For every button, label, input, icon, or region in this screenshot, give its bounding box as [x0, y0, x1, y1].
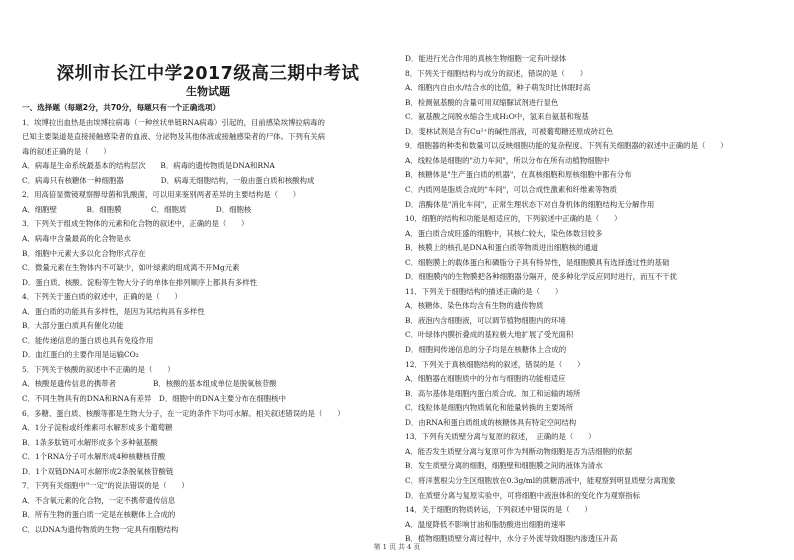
- left-text-line: 3．下列关于组成生物体的元素和化合物的叙述中，正确的是（ ）: [22, 219, 249, 229]
- left-text-line: A．病毒中含量最高的化合物是水: [22, 233, 131, 243]
- left-text-line: 4．下列关于蛋白质的叙述中，正确的是（ ）: [22, 292, 182, 302]
- right-text-line: B．植物细胞质壁分离过程中，水分子外流导致细胞内渗透压升高: [405, 534, 618, 544]
- right-text-line: C．将洋葱根尖分生区细胞放在0.3g/ml的蔗糖溶液中，能观察到明显质壁分离现象: [405, 475, 676, 485]
- right-text-line: 11．下列关于细胞结构的描述正确的是（ ）: [405, 286, 563, 296]
- right-text-line: C．内质网是脂质合成的"车间"，可以合成性激素和纤维素等物质: [405, 184, 618, 194]
- right-text-line: A．细胞器在细胞质中的分布与细胞的功能相适应: [405, 374, 566, 384]
- right-text-line: A．温度降低不影响甘油和脂肪酸进出细胞的速率: [405, 519, 566, 529]
- right-text-line: D．细胞膜内的生物膜把各种细胞器分隔开，使多种化学反应同时进行，而互不干扰: [405, 272, 677, 282]
- left-text-line: 已知主要渠道是直接接触感染者的血液、分泌物及其他体液或接触感染者的尸体。下列有关病: [22, 132, 326, 142]
- right-text-line: B．发生质壁分离的细胞，细胞壁和细胞膜之间的液体为清水: [405, 461, 603, 471]
- right-text-line: D．能进行光合作用的真核生物细胞一定有叶绿体: [405, 54, 567, 63]
- exam-subtitle: 生物试题: [186, 85, 230, 98]
- right-text-line: 13．下列有关质壁分离与复原的叙述， 正确的是（ ）: [405, 432, 596, 442]
- left-text-line: A．1分子淀粉或纤维素可水解形成多个葡萄糖: [22, 423, 173, 433]
- right-text-line: B．核膜上的核孔是DNA和蛋白质等物质进出细胞核的通道: [405, 243, 599, 253]
- left-text-line: A．不含氧元素的化合物，一定不携带遗传信息: [22, 495, 176, 505]
- left-text-line: C．病毒只有核糖体一种细胞器 D．病毒无细胞结构，一般由蛋白质和核酸构成: [22, 175, 315, 185]
- left-text-line: A．蛋白质的功能具有多样性，是因为其结构具有多样性: [22, 306, 205, 316]
- right-text-line: 10．细胞的结构和功能是相适应的，下列叙述中正确的是（ ）: [405, 214, 622, 224]
- left-text-line: C．微量元素在生物体内不可缺少，如叶绿素的组成离不开Mg元素: [22, 263, 240, 273]
- right-text-line: C．氨基酸之间脱水缩合生成H₂O中，氢来自氨基和羧基: [405, 112, 589, 122]
- right-text-line: C．线粒体是细胞内物质氧化和能量转换的主要场所: [405, 403, 574, 413]
- left-text-line: B．细胞中元素大多以化合物形式存在: [22, 248, 146, 258]
- right-text-line: 9．细胞器的种类和数量可以反映细胞功能的复杂程度。下列有关细胞器的叙述中正确的是（ ）: [405, 141, 728, 151]
- left-text-line: 7．下列有关细胞中"一定"的说法错误的是（ ）: [22, 481, 189, 491]
- right-text-line: B．液泡内含细胞液，可以调节植物细胞内的环境: [405, 315, 566, 325]
- left-text-line: 毒的叙述正确的是（ ）: [22, 146, 111, 156]
- right-text-line: A．核糖体、染色体均含有生物的遗传物质: [405, 301, 544, 311]
- right-text-line: C．细胞膜上的载体蛋白和磷脂分子具有特异性，是细胞膜具有选择透过性的基础: [405, 257, 670, 267]
- left-text-line: A．病毒是生命系统最基本的结构层次 B．病毒的遗传物质是DNA和RNA: [22, 161, 275, 171]
- right-text-line: D．斐林试剂是含有Cu²⁺的碱性溶液，可被葡萄糖还原成砖红色: [405, 126, 613, 136]
- left-text-line: C．不同生物具有的DNA和RNA有差异 D．细胞中的DNA主要分布在细胞核中: [22, 394, 286, 403]
- right-text-line: A．能否发生质壁分离与复原可作为判断动物细胞是否为活细胞的依据: [405, 446, 633, 456]
- left-text-line: 6．多糖、蛋白质、核酸等都是生物大分子，在一定的条件下均可水解。相关叙述错误的是（ ）: [22, 408, 345, 418]
- right-text-line: D．由RNA和蛋白质组成的核糖体具有特定空间结构: [405, 417, 577, 427]
- left-text-line: 1．埃博拉出血热是由埃博拉病毒（一种丝状单链RNA病毒）引起的，目前感染埃博拉病毒的: [22, 117, 325, 127]
- right-text-line: D．在质壁分离与复原实验中，可将细胞中液泡体积的变化作为观察指标: [405, 490, 641, 500]
- exam-title: 深圳市长江中学2017级高三期中考试: [56, 64, 360, 84]
- page-number: 第 1 页 共 4 页: [373, 543, 421, 551]
- left-text-line: A．核酸是遗传信息的携带者 B．核酸的基本组成单位是脱氧核苷酸: [22, 379, 277, 389]
- right-text-line: A．蛋白质合成旺盛的细胞中，其核仁较大，染色体数目较多: [405, 228, 603, 238]
- left-text-line: B．1条多肽链可水解形成多个多种氨基酸: [22, 437, 158, 447]
- left-text-line: 2．用高倍显微镜观察醇母菌和乳酸菌，可以用来鉴别两者差异的主要结构是（ ）: [22, 190, 301, 200]
- right-text-line: B．检测氨基酸的含量可用双缩脲试剂进行显色: [405, 97, 559, 107]
- left-text-line: D．血红蛋白的主要作用是运输CO₂: [22, 350, 139, 360]
- left-text-line: B．大部分蛋白质具有催化功能: [22, 321, 124, 331]
- right-text-line: A．细胞内自由水/结合水的比值，种子萌发时比休眠时高: [405, 83, 591, 93]
- left-text-line: C．以DNA为遗传物质的生物一定具有细胞结构: [22, 524, 179, 534]
- left-text-line: 5．下列关于核酸的叙述中不正确的是（ ）: [22, 364, 175, 374]
- right-text-line: 8．下列关于细胞结构与成分的叙述，错误的是（ ）: [405, 68, 588, 78]
- left-text-line: B．所有生物的蛋白质一定是在核糖体上合成的: [22, 510, 176, 520]
- left-text-line: D．蛋白质、核酸、淀粉等生物大分子的单体在排列顺序上都具有多样性: [22, 277, 258, 287]
- right-text-line: 14．关于细胞的物质转运，下列叙述中错误的是（ ）: [405, 505, 592, 515]
- right-text-line: 12．下列关于真核细胞结构的叙述，错误的是（ ）: [405, 359, 585, 369]
- right-text-line: B．核糖体是"生产蛋白质的机器"，在真核细胞和原核细胞中都有分布: [405, 170, 632, 180]
- right-text-line: D．细胞间传递信息的分子均是在核糖体上合成的: [405, 345, 567, 354]
- left-text-line: 一、选择题（每题2分，共70分，每题只有一个正确选项）: [22, 103, 221, 112]
- left-text-line: C．能传递信息的蛋白质也具有免疫作用: [22, 335, 154, 345]
- right-text-line: B．高尔基体是细胞内蛋白质合成、加工和运输的场所: [405, 388, 581, 398]
- left-text-line: A．细胞壁 B．细胞膜 C．细胞质 D．细胞核: [22, 204, 252, 214]
- left-text-line: C．1个RNA分子可水解形成4种核糖核苷酸: [22, 452, 166, 462]
- right-text-line: A．线粒体是细胞的"动力车间"，所以分布在所有动植物细胞中: [405, 155, 610, 165]
- right-text-line: D．溶酶体是"消化车间"，正常生理状态下对自身机体的细胞结构无分解作用: [405, 199, 655, 209]
- right-text-line: C．叶绿体内膜折叠成的基粒极大地扩展了受光面积: [405, 330, 574, 340]
- left-text-line: D．1个双链DNA可水解形成2条脱氧核苷酸链: [22, 466, 174, 476]
